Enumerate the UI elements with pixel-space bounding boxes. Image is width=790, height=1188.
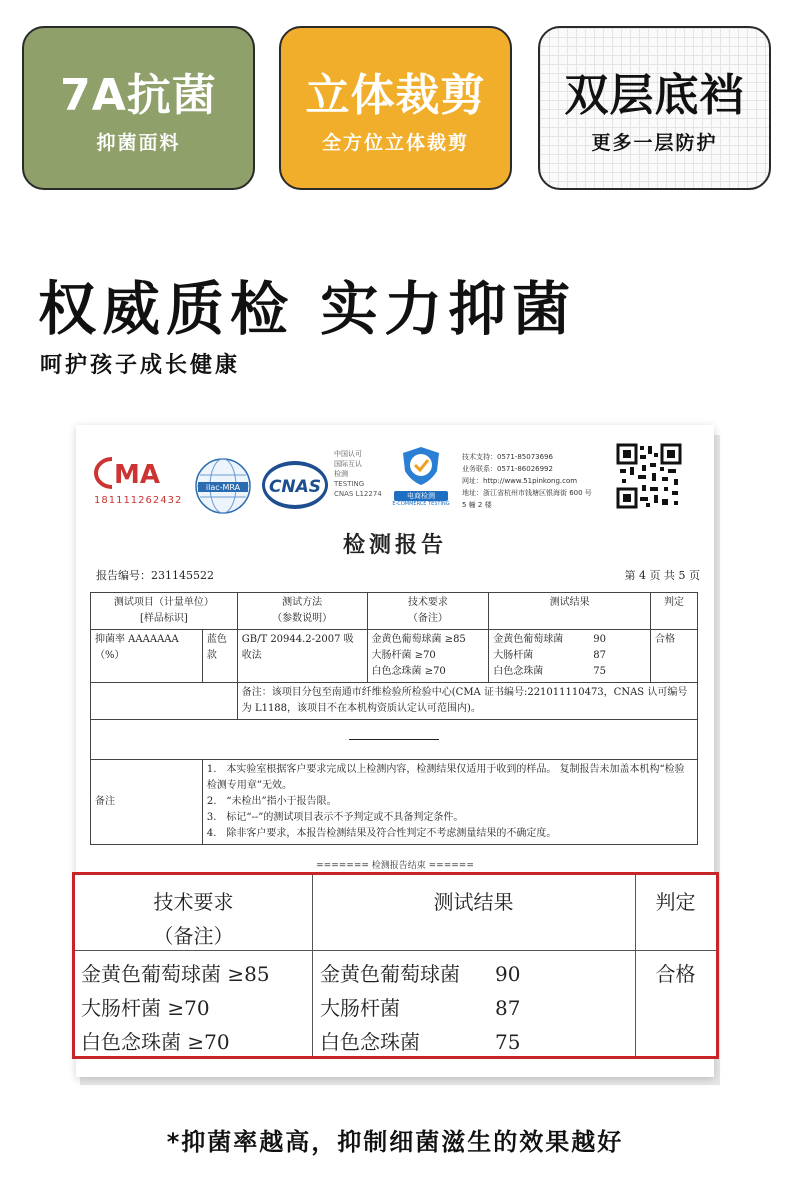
shield-check-icon [399, 445, 443, 487]
report-title: 检测报告 [342, 532, 447, 558]
cell-verdict: 合格 [651, 630, 698, 683]
header-requirement-label: 技术要求 [407, 597, 448, 608]
contact-line: 网址：http://www.51pinkong.com [462, 477, 578, 485]
card-title: 立体裁剪 [305, 70, 486, 121]
notes-label: 备注 [91, 760, 203, 845]
note-line: 3. 标记“--”的测试项目表示不予判定或不具备判定条件。 [206, 812, 464, 823]
card-subtitle: 全方位立体裁剪 [321, 132, 469, 154]
note-line: 4. 除非客户要求，本报告检测结果及符合性判定不考虑测量结果的不确定度。 [206, 828, 557, 839]
shield-label: 电商检测 [394, 491, 448, 501]
qr-code-icon [616, 443, 682, 509]
separator-cell [91, 720, 698, 760]
header-requirement [367, 593, 489, 630]
note-line: 2. “未检出”指小于报告限。 [206, 796, 337, 807]
zoom-requirement-line: 大肠杆菌 ≥70 [81, 996, 210, 1020]
remark-row [91, 683, 698, 720]
report-table [90, 592, 698, 845]
zoom-requirement-sub: （备注） [153, 924, 234, 948]
zoom-header-verdict: 判定 [655, 890, 696, 914]
remark-blank [91, 683, 238, 720]
card-subtitle: 更多一层防护 [591, 132, 718, 154]
highlighted-results-table [72, 872, 719, 1059]
card-subtitle: 抑菌面料 [96, 132, 181, 154]
zoom-requirement-line: 金黄色葡萄球菌 ≥85 [81, 962, 270, 986]
feature-card-antibacterial [22, 26, 255, 190]
zoom-header-requirement [75, 885, 312, 953]
cell-results [489, 630, 651, 683]
accreditation-line: 中国认可 [334, 450, 362, 458]
ilac-logo [192, 455, 254, 521]
header-method-sub: （参数说明） [272, 613, 333, 624]
report-number-value: 231145522 [151, 569, 214, 582]
header-item-label: 测试项目（计量单位） [113, 597, 214, 608]
result-line: 金黄色葡萄球菌 90 [493, 634, 606, 645]
page-indicator: 第 4 页 共 5 页 [624, 569, 700, 582]
table-row [91, 630, 698, 683]
remark-cell: 备注：该项目分包至南通市纤维检验所检验中心(CMA 证书编号:221011110473，CNAS 认可编号为 L1188，该项目不在本机构资质认定认可范围内)。 [237, 683, 697, 720]
cnas-logo-icon [260, 459, 330, 511]
zoom-header-result: 测试结果 [433, 890, 514, 914]
cma-number: 181111262432 [94, 495, 183, 506]
cnas-logo [260, 459, 330, 515]
contact-line: 技术支持：0571-85073696 [462, 453, 553, 461]
notes-cell [202, 760, 697, 845]
item-unit: （%） [95, 650, 125, 661]
requirement-line: 大肠杆菌 ≥70 [371, 650, 436, 661]
cell-requirements [367, 630, 489, 683]
note-line: 1. 本实验室根据客户要求完成以上检测内容，检测结果仅适用于收到的样品。 复制报告未加盖本机构“检验检测专用章”无效。 [206, 764, 685, 791]
zoom-result-line: 白色念珠菌 75 [320, 1030, 521, 1054]
ecommerce-testing-badge [386, 445, 456, 507]
svg-text:MA: MA [114, 460, 160, 490]
contact-line: 地址：浙江省杭州市钱塘区银海街 600 号 [462, 489, 592, 497]
zoom-results [320, 957, 630, 1059]
zoom-requirement-label: 技术要求 [153, 890, 234, 914]
zoom-verdict-value: 合格 [655, 962, 696, 986]
separator-line [349, 739, 439, 740]
header-method-label: 测试方法 [282, 597, 323, 608]
separator-row [91, 720, 698, 760]
requirement-line: 白色念珠菌 ≥70 [371, 666, 446, 677]
requirement-line: 金黄色葡萄球菌 ≥85 [371, 634, 466, 645]
feature-card-3d-cut [279, 26, 512, 190]
accreditation-line: 检测 [334, 470, 348, 478]
cma-logo [94, 453, 186, 506]
contact-line: 业务联系：0571-86026992 [462, 465, 553, 473]
footnote: *抑菌率越高，抑制细菌滋生的效果越好 [166, 1128, 624, 1156]
lab-contacts [462, 451, 592, 511]
item-label: 抑菌率 AAAAAAA [95, 634, 179, 645]
zoom-result-line: 金黄色葡萄球菌 90 [320, 962, 521, 986]
report-end-marker: ======= 检测报告结束 ====== [316, 861, 474, 871]
page-subheadline: 呵护孩子成长健康 [40, 353, 241, 378]
zoom-requirement-line: 白色念珠菌 ≥70 [81, 1030, 230, 1054]
header-item-sub: [样品标识] [139, 613, 188, 624]
zoom-result-line: 大肠杆菌 87 [320, 996, 521, 1020]
report-number-label: 报告编号： [96, 569, 151, 582]
cell-method: GB/T 20944.2-2007 吸收法 [237, 630, 367, 683]
accreditation-line: CNAS L12274 [334, 490, 382, 498]
feature-card-double-crotch [538, 26, 771, 190]
shield-english: E-COMMERCE TESTING [392, 501, 450, 507]
notes-row [91, 760, 698, 845]
result-line: 白色念珠菌 75 [493, 666, 606, 677]
accreditation-line: TESTING [334, 480, 365, 488]
header-result: 测试结果 [489, 593, 651, 630]
header-item [91, 593, 238, 630]
contact-line: 5 幢 2 楼 [462, 501, 492, 509]
accreditation-line: 国际互认 [334, 460, 362, 468]
header-method [237, 593, 367, 630]
report-number [96, 567, 214, 583]
header-verdict: 判定 [651, 593, 698, 630]
svg-text:ilac-MRA: ilac-MRA [205, 483, 241, 492]
ilac-globe-icon [192, 455, 254, 517]
cell-sample: 蓝色款 [202, 630, 237, 683]
cell-item [91, 630, 203, 683]
page-headline: 权威质检 实力抑菌 [38, 275, 577, 343]
svg-text:CNAS: CNAS [268, 477, 322, 497]
table-header-row [91, 593, 698, 630]
header-requirement-sub: （备注） [407, 613, 448, 624]
cma-logo-icon [94, 453, 186, 493]
result-line: 大肠杆菌 87 [493, 650, 606, 661]
card-title: 双层底裆 [564, 70, 745, 121]
card-title: 7A抗菌 [60, 70, 217, 121]
zoom-requirements [81, 957, 270, 1059]
accreditation-text [334, 449, 382, 499]
